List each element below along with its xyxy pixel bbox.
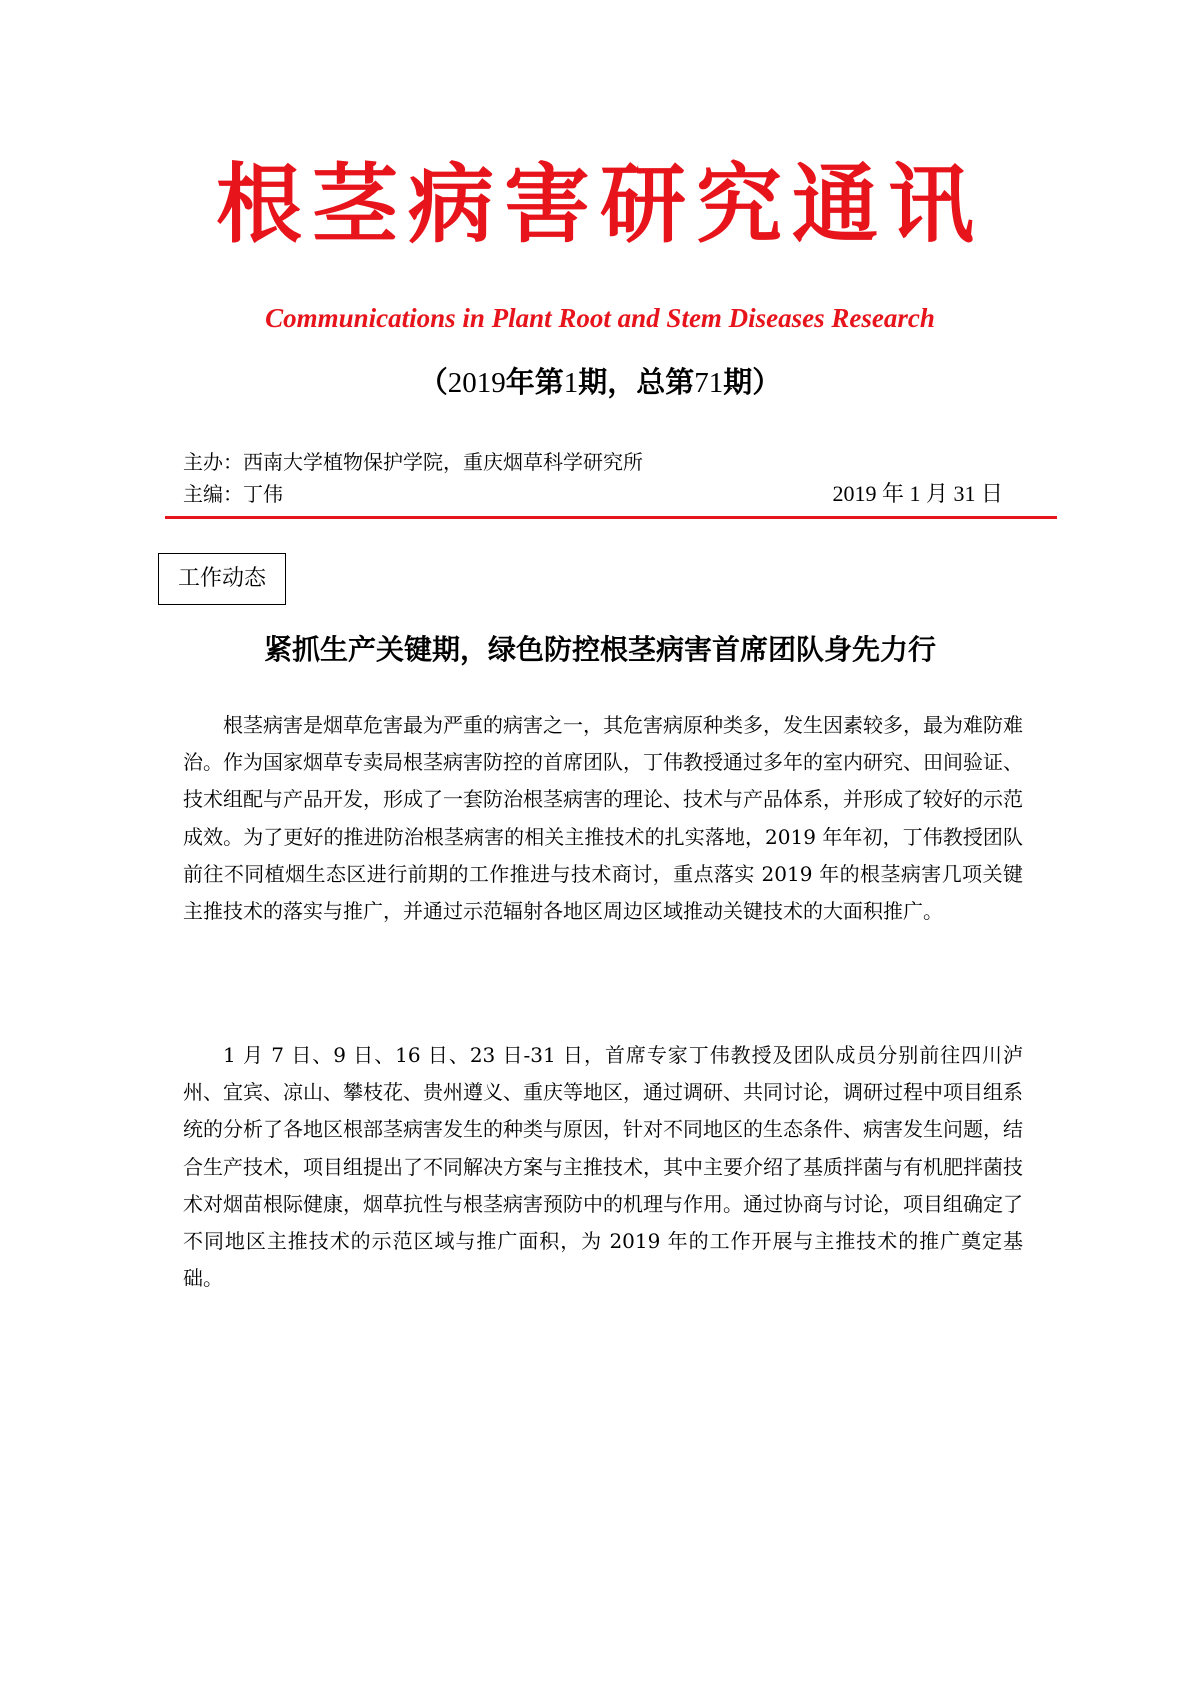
header-divider	[165, 516, 1057, 519]
issue-year-suffix: 年第	[505, 365, 564, 399]
issue-close-paren: ）	[752, 365, 782, 399]
masthead-title: 根茎病害研究通讯	[216, 155, 984, 255]
issue-total-number: 71	[694, 367, 724, 399]
article-paragraph: 根茎病害是烟草危害最为严重的病害之一，其危害病原种类多，发生因素较多，最为难防难治。作为国家烟草专卖局根茎病害防控的首席团队，丁伟教授通过多年的室内研究、田间验证、技术组配与产品开发，形成了一套防治根茎病害的理论、技术与产品体系，并形成了较好的示范成效。为了更好的推进防治根茎病害的相关主推技术的扎实落地，2019 年年初，丁伟教授团队前往不同植烟生态区进行前期的工作推进与技术商讨，重点落实 2019 年的根茎病害几项关键主推技术的落实与推广，并通过示范辐射各地区周边区域推动关键技术的大面积推广。	[183, 713, 1023, 924]
issue-open-paren: （	[418, 365, 448, 399]
issue-number-suffix: 期，总第	[578, 365, 695, 399]
editor-row	[183, 480, 1003, 508]
section-label: 工作动态	[158, 553, 286, 605]
issue-info	[0, 362, 1200, 403]
article-title: 紧抓生产关键期，绿色防控根茎病害首席团队身先力行	[263, 633, 936, 666]
publisher-line: 主办：西南大学植物保护学院，重庆烟草科学研究所	[183, 450, 643, 474]
issue-number: 1	[563, 367, 579, 399]
issue-year: 2019	[447, 367, 506, 399]
issue-date: 2019 年 1 月 31 日	[832, 481, 1003, 506]
editor-line: 主编：丁伟	[183, 482, 283, 506]
issue-total-suffix: 期	[723, 365, 753, 399]
article-paragraph: 1 月 7 日、9 日、16 日、23 日-31 日，首席专家丁伟教授及团队成员分别前往四川泸州、宜宾、凉山、攀枝花、贵州遵义、重庆等地区，通过调研、共同讨论，调研过程中项目组系统的分析了各地区根部茎病害发生的种类与原因，针对不同地区的生态条件、病害发生问题，结合生产技术，项目组提出了不同解决方案与主推技术，其中主要介绍了基质拌菌与有机肥拌菌技术对烟苗根际健康，烟草抗性与根茎病害预防中的机理与作用。通过协商与讨论，项目组确定了不同地区主推技术的示范区域与推广面积，为 2019 年的工作开展与主推技术的推广奠定基础。	[183, 1043, 1023, 1291]
masthead-english-title: Communications in Plant Root and Stem Diseases Research	[265, 303, 935, 333]
